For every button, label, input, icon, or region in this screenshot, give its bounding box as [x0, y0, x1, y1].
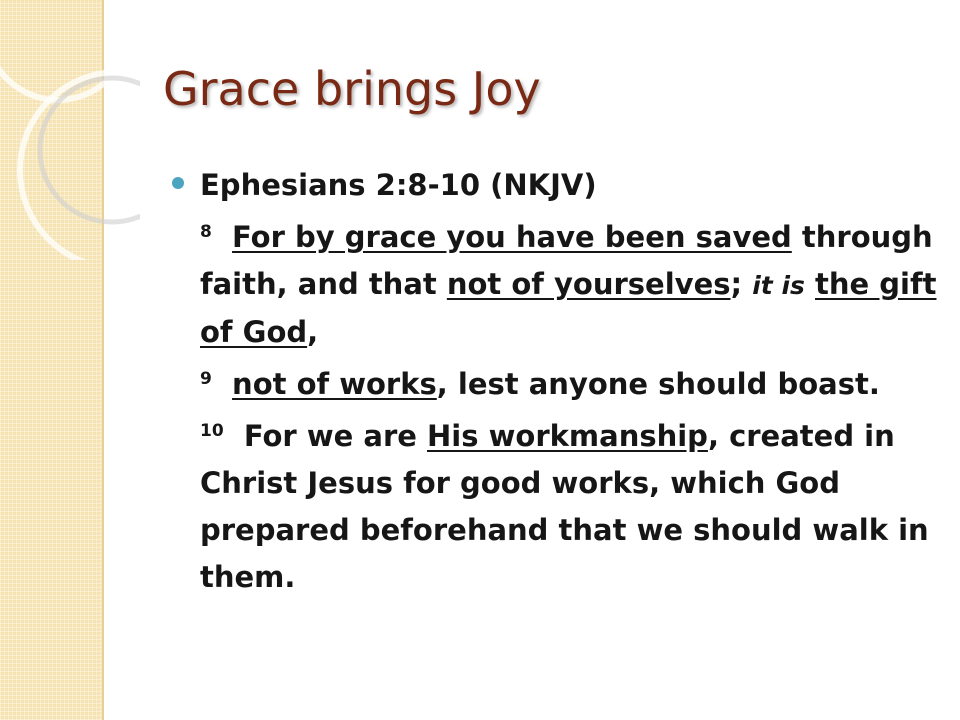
slide-title: Grace brings Joy [163, 62, 541, 116]
verse-number: 8 [200, 222, 212, 242]
underlined-phrase: not of works [232, 367, 437, 401]
verse-text: , created in Christ Jesus for good works, which God prepared beforehand that we should walk in them. [200, 419, 929, 594]
verse-10 [200, 408, 940, 601]
underlined-phrase: the gift of God [200, 267, 937, 349]
verse-text: through faith, and that [200, 220, 933, 301]
verse-text: , lest anyone should boast. [436, 367, 880, 401]
scripture-text [200, 162, 940, 601]
bullet-icon [172, 177, 184, 189]
scripture-reference: Ephesians 2:8-10 (NKJV) [200, 168, 597, 202]
underlined-phrase: For by grace you have been saved [232, 220, 792, 254]
verse-number: 9 [200, 369, 212, 389]
verse-9 [200, 356, 940, 408]
verse-text: , [307, 315, 319, 349]
verse-8 [200, 209, 940, 356]
decorative-rings [0, 0, 140, 260]
verse-number: 10 [200, 421, 224, 441]
underlined-phrase: His workmanship [427, 419, 708, 453]
verse-text: For we are [243, 419, 428, 453]
verse-text [805, 267, 815, 301]
underlined-phrase: not of yourselves [446, 267, 731, 301]
verse-text: ; [730, 267, 753, 301]
italic-phrase: it is [752, 271, 805, 300]
